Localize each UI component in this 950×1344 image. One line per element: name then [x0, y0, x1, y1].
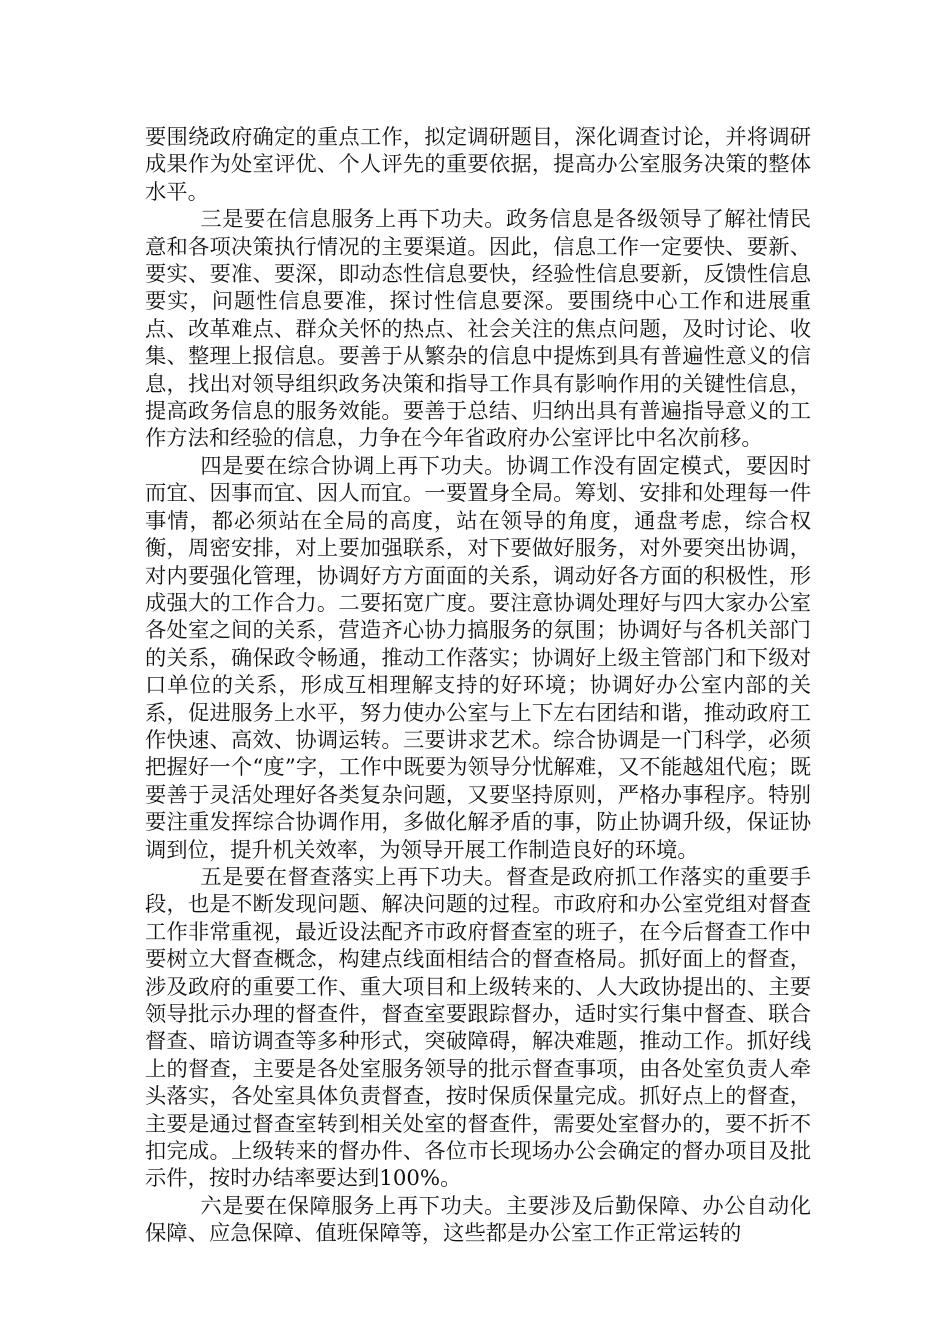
paragraph-continuation: 要围绕政府确定的重点工作，拟定调研题目，深化调查讨论，并将调研成果作为处室评优、个人评先的重要依据，提高办公室服务决策的整体水平。 — [145, 125, 811, 205]
paragraph-supervision: 五是要在督查落实上再下功夫。督查是政府抓工作落实的重要手段，也是不断发现问题、解决问题的过程。市政府和办公室党组对督查工作非常重视，最近设法配齐市政府督查室的班子，在今后督查工作中要树立大督查概念，构建点线面相结合的督查格局。抓好面上的督查，涉及政府的重要工作、重大项目和上级转来的、人大政协提出的、主要领导批示办理的督查件，督查室要跟踪督办，适时实行集中督查、联合督查、暗访调查等多种形式，突破障碍，解决难题，推动工作。抓好线上的督查，主要是各处室服务领导的批示督查事项，由各处室负责人牵头落实，各处室具体负责督查，按时保质保量完成。抓好点上的督查，主要是通过督查室转到相关处室的督查件，需要处室督办的，要不折不扣完成。上级转来的督办件、各位市长现场办公会确定的督办项目及批示件，按时办结率要达到100%。 — [145, 864, 811, 1192]
paragraph-support-service: 六是要在保障服务上再下功夫。主要涉及后勤保障、办公自动化保障、应急保障、值班保障等，这些都是办公室工作正常运转的 — [145, 1193, 811, 1247]
paragraph-information-service: 三是要在信息服务上再下功夫。政务信息是各级领导了解社情民意和各项决策执行情况的主要渠道。因此，信息工作一定要快、要新、要实、要准、要深，即动态性信息要快，经验性信息要新，反馈性信息要实，问题性信息要准，探讨性信息要深。要围绕中心工作和进展重点、改革难点、群众关怀的热点、社会关注的焦点问题，及时讨论、收集、整理上报信息。要善于从繁杂的信息中提炼到具有普遍性意义的信息，找出对领导组织政务决策和指导工作具有影响作用的关键性信息，提高政务信息的服务效能。要善于总结、归纳出具有普遍指导意义的工作方法和经验的信息，力争在今年省政府办公室评比中名次前移。 — [145, 207, 811, 452]
paragraph-coordination: 四是要在综合协调上再下功夫。协调工作没有固定模式，要因时而宜、因事而宜、因人而宜。一要置身全局。筹划、安排和处理每一件事情，都必须站在全局的高度，站在领导的角度，通盘考虑，综合权衡，周密安排，对上要加强联系，对下要做好服务，对外要突出协调，对内要强化管理，协调好方方面面的关系，调动好各方面的积极性，形成强大的工作合力。二要拓宽广度。要注意协调处理好与四大家办公室各处室之间的关系，营造齐心协力搞服务的氛围；协调好与各机关部门的关系，确保政令畅通，推动工作落实；协调好上级主管部门和下级对口单位的关系，形成互相理解支持的好环境；协调好办公室内部的关系，促进服务上水平，努力使办公室与上下左右团结和谐，推动政府工作快速、高效、协调运转。三要讲求艺术。综合协调是一门科学，必须把握好一个“度”字，工作中既要为领导分忧解难，又不能越俎代庖；既要善于灵活处理好各类复杂问题，又要坚持原则，严格办事程序。特别要注重发挥综合协调作用，多做化解矛盾的事，防止协调升级，保证协调到位，提升机关效率，为领导开展工作制造良好的环境。 — [145, 453, 811, 863]
document-body — [145, 124, 811, 1248]
